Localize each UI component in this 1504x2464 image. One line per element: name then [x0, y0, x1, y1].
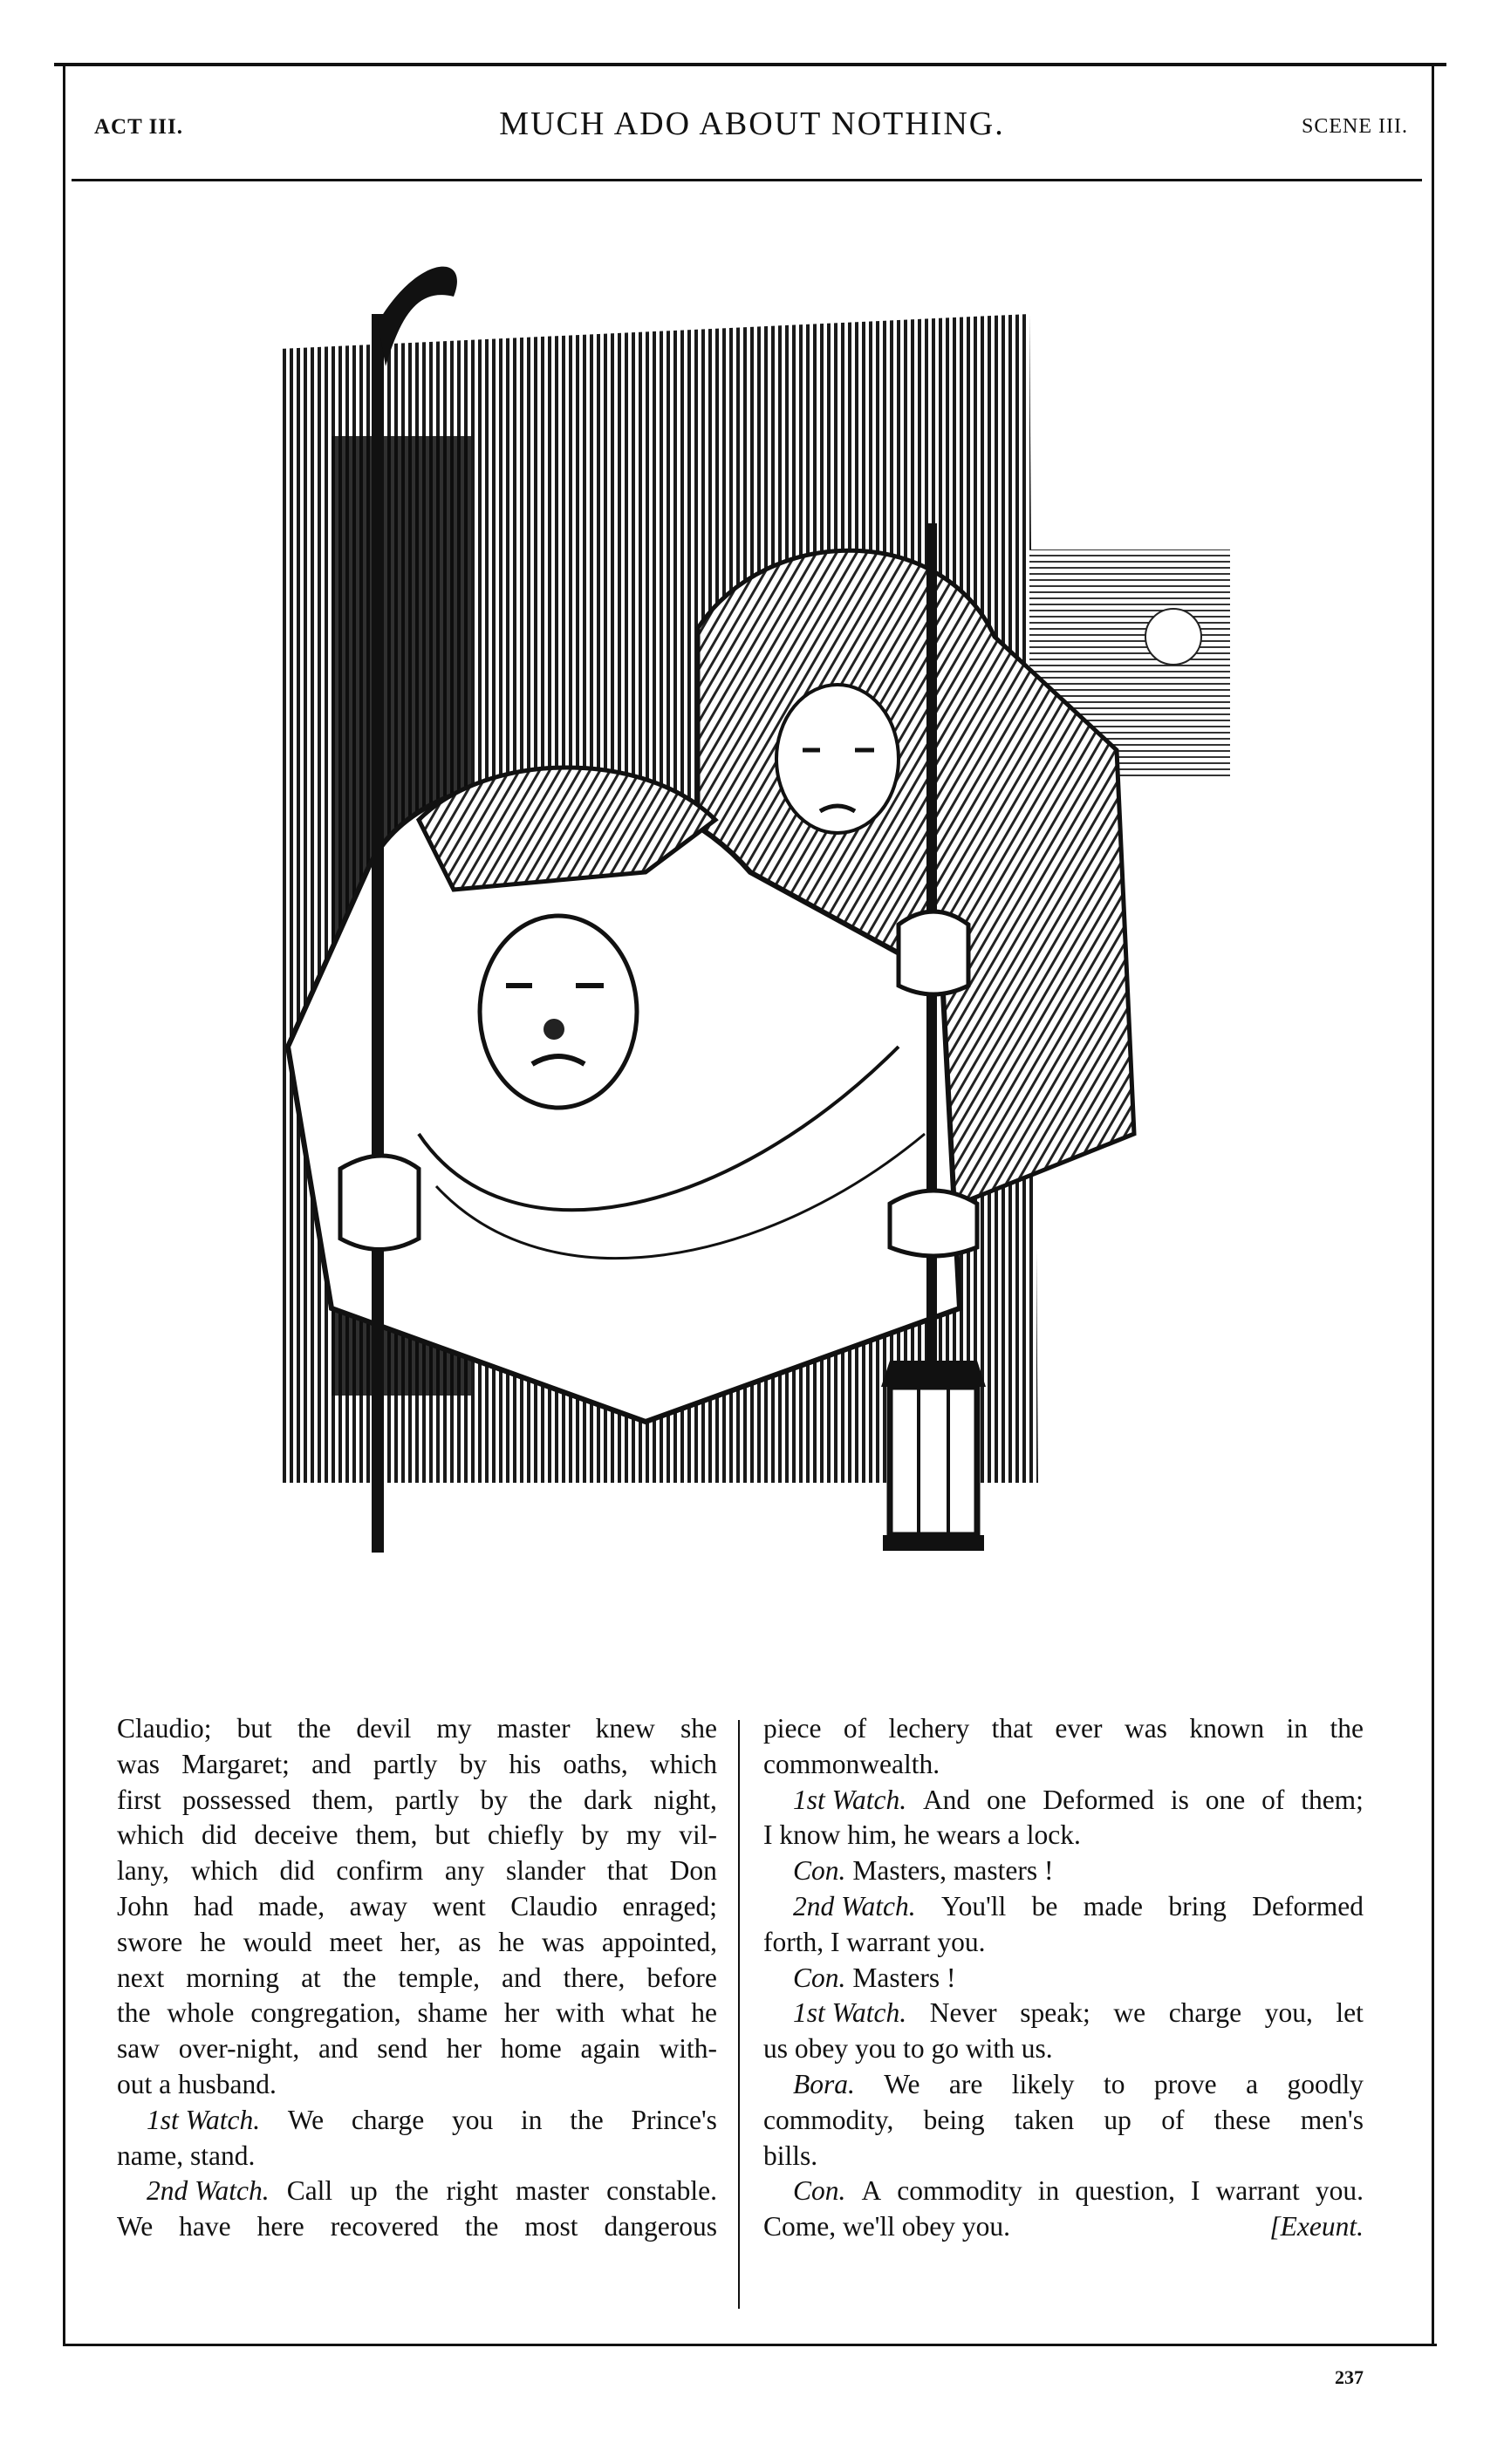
word: by: [459, 1748, 488, 1779]
word: of: [843, 1713, 867, 1744]
word: temple,: [398, 1962, 480, 1993]
word: We: [117, 2211, 154, 2242]
word: did: [279, 1855, 315, 1887]
page-number: 237: [1335, 2366, 1364, 2388]
speaker-name: 1st Watch.: [147, 2104, 261, 2135]
word: Don: [669, 1855, 717, 1887]
word: his: [509, 1748, 542, 1779]
word: the: [1330, 1713, 1364, 1744]
word: my: [436, 1713, 472, 1744]
text-line: [117, 1961, 717, 1996]
word: my: [626, 1819, 662, 1851]
word: first: [117, 1784, 161, 1815]
word: enraged;: [622, 1890, 717, 1921]
line-text: us obey you to go with us.: [763, 2033, 1053, 2065]
word: lany,: [117, 1855, 170, 1887]
text-line: [763, 2174, 1364, 2209]
text-line: [117, 2209, 717, 2245]
word: goodly: [1287, 2068, 1364, 2099]
word: taken: [1014, 2104, 1075, 2135]
word: swore: [117, 1926, 183, 1957]
word: what: [621, 1997, 675, 2029]
word: congregation,: [250, 1997, 401, 2029]
word: partly: [373, 1748, 438, 1779]
word: master: [496, 1713, 571, 1744]
word: piece: [763, 1713, 822, 1744]
word: went: [432, 1890, 486, 1921]
stage-direction: [Exeunt.: [1269, 2211, 1364, 2242]
line-text: Masters !: [852, 1962, 956, 1993]
word: as: [458, 1926, 482, 1957]
speaker-name: 2nd Watch.: [147, 2175, 270, 2207]
word: the: [117, 1997, 151, 2029]
word: that: [991, 1713, 1033, 1744]
line-text: I know him, he wears a lock.: [763, 1819, 1081, 1851]
word: he: [691, 1997, 717, 2029]
word: dangerous: [604, 2211, 717, 2242]
word: let: [1336, 1997, 1364, 2029]
word: he: [498, 1926, 525, 1957]
word: with-: [659, 2033, 717, 2065]
word: shame: [417, 1997, 489, 2029]
word: one: [1205, 1784, 1246, 1815]
word: recovered: [330, 2211, 439, 2242]
speaker-name: Con.: [793, 1962, 846, 1993]
line-text: out a husband.: [117, 2068, 277, 2099]
text-line: [117, 1925, 717, 1961]
speaker-name: 1st Watch.: [793, 1784, 907, 1815]
speaker-name: 1st Watch.: [793, 1997, 907, 2029]
word: she: [680, 1713, 717, 1744]
word: the: [570, 2104, 604, 2135]
word: a: [1246, 2068, 1259, 2099]
speaker-name: 2nd Watch.: [793, 1890, 916, 1921]
word: would: [243, 1926, 312, 1957]
running-head-title: MUCH ADO ABOUT NOTHING.: [499, 106, 1005, 142]
word: and: [318, 2033, 359, 2065]
word: there,: [563, 1962, 626, 1993]
word: over-night,: [178, 2033, 300, 2065]
word: which: [190, 1855, 258, 1887]
word: Call: [286, 2175, 333, 2207]
word: appointed,: [601, 1926, 717, 1957]
word: Deformed: [1043, 1784, 1155, 1815]
word: night,: [653, 1784, 717, 1815]
word: by: [581, 1819, 609, 1851]
word: one: [987, 1784, 1027, 1815]
text-column-left: [117, 1711, 717, 2245]
word: we: [1113, 1997, 1146, 2029]
word: confirm: [336, 1855, 424, 1887]
word: commodity,: [763, 2104, 894, 2135]
word: constable.: [606, 2175, 717, 2207]
word: any: [444, 1855, 485, 1887]
word: whole: [167, 1997, 235, 2029]
word: master: [516, 2175, 590, 2207]
word: her: [446, 2033, 482, 2065]
word: which: [117, 1819, 184, 1851]
text-line: [117, 1996, 717, 2031]
word: that: [606, 1855, 648, 1887]
word: likely: [1011, 2068, 1075, 2099]
word: I: [1191, 2175, 1200, 2207]
text-line: [117, 2103, 717, 2139]
word: We: [287, 2104, 325, 2135]
word: charge: [1168, 1997, 1242, 2029]
running-head-act: ACT III.: [94, 115, 184, 139]
word: being: [923, 2104, 985, 2135]
word: these: [1213, 2104, 1271, 2135]
text-line: [763, 1925, 1364, 1961]
word: A: [861, 2175, 882, 2207]
text-line: [763, 2209, 1364, 2245]
word: at: [301, 1962, 321, 1993]
word: send: [377, 2033, 427, 2065]
word: before: [646, 1962, 717, 1993]
text-line: [763, 1747, 1364, 1783]
word: speak;: [1020, 1997, 1090, 2029]
word: them,: [355, 1819, 418, 1851]
word: is: [1170, 1784, 1189, 1815]
word: but: [236, 1713, 272, 1744]
word: partly: [394, 1784, 460, 1815]
word: question,: [1075, 2175, 1175, 2207]
word: her,: [400, 1926, 441, 1957]
word: here: [256, 2211, 304, 2242]
text-line: [117, 1889, 717, 1925]
text-line: [763, 2139, 1364, 2174]
word: charge: [351, 2104, 425, 2135]
word: dark: [584, 1784, 633, 1815]
word: possessed: [182, 1784, 291, 1815]
text-line: [117, 2067, 717, 2103]
word: did: [202, 1819, 237, 1851]
word: deceive: [254, 1819, 338, 1851]
speaker-name: Bora.: [793, 2068, 855, 2099]
line-text: Come, we'll obey you.: [763, 2211, 1011, 2242]
word: men's: [1300, 2104, 1364, 2135]
line-text: Masters, masters !: [852, 1855, 1054, 1887]
word: her: [503, 1997, 540, 2029]
word: Deformed: [1252, 1890, 1364, 1921]
text-line: [763, 1853, 1364, 1889]
text-line: [117, 1853, 717, 1889]
word: up: [1104, 2104, 1131, 2135]
top-rule: [54, 63, 1446, 66]
word: in: [520, 2104, 543, 2135]
word: ever: [1055, 1713, 1103, 1744]
word: prove: [1153, 2068, 1217, 2099]
word: of: [1261, 1784, 1285, 1815]
word: are: [948, 2068, 983, 2099]
word: you.: [1315, 2175, 1364, 2207]
line-text: forth, I warrant you.: [763, 1926, 986, 1957]
word: Never: [929, 1997, 997, 2029]
column-divider: [738, 1720, 740, 2309]
word: again: [580, 2033, 640, 2065]
word: warrant: [1215, 2175, 1300, 2207]
word: home: [500, 2033, 562, 2065]
word: John: [117, 1890, 169, 1921]
text-line: [763, 1783, 1364, 1819]
word: Margaret;: [181, 1748, 290, 1779]
word: made: [1083, 1890, 1143, 1921]
word: them;: [1301, 1784, 1364, 1815]
header-rule: [72, 179, 1422, 181]
speaker-name: Con.: [793, 2175, 846, 2207]
text-line: [763, 1961, 1364, 1996]
word: vil-: [679, 1819, 717, 1851]
text-line: [117, 1818, 717, 1853]
word: Claudio;: [117, 1713, 212, 1744]
text-line: [763, 2031, 1364, 2067]
word: by: [480, 1784, 508, 1815]
hand: [340, 1156, 419, 1250]
word: most: [524, 2211, 578, 2242]
text-line: [763, 1711, 1364, 1747]
word: oaths,: [563, 1748, 628, 1779]
speaker-name: Con.: [793, 1855, 846, 1887]
word: the: [394, 2175, 429, 2207]
word: of: [1161, 2104, 1185, 2135]
word: up: [350, 2175, 378, 2207]
text-line: [117, 1711, 717, 1747]
word: saw: [117, 2033, 160, 2065]
word: the: [529, 1784, 563, 1815]
word: right: [446, 2175, 498, 2207]
word: slander: [506, 1855, 585, 1887]
text-line: [763, 2067, 1364, 2103]
line-text: commonwealth.: [763, 1748, 940, 1779]
text-line: [117, 1783, 717, 1819]
word: devil: [356, 1713, 412, 1744]
text-line: [763, 1889, 1364, 1925]
word: bring: [1168, 1890, 1227, 1921]
word: morning: [186, 1962, 280, 1993]
line-text: bills.: [763, 2140, 818, 2171]
text-line: [117, 2139, 717, 2174]
word: the: [297, 1713, 332, 1744]
word: in: [1286, 1713, 1309, 1744]
word: and: [502, 1962, 542, 1993]
left-border: [63, 63, 65, 2344]
word: have: [179, 2211, 231, 2242]
word: knew: [595, 1713, 655, 1744]
word: away: [349, 1890, 408, 1921]
text-line: [763, 1818, 1364, 1853]
bottom-rule: [63, 2344, 1437, 2346]
word: You'll: [940, 1890, 1007, 1921]
word: was: [542, 1926, 585, 1957]
right-border: [1432, 63, 1434, 2344]
word: them,: [311, 1784, 374, 1815]
word: to: [1103, 2068, 1125, 2099]
word: had: [194, 1890, 234, 1921]
word: and: [311, 1748, 352, 1779]
word: but: [434, 1819, 470, 1851]
word: made,: [258, 1890, 325, 1921]
word: you,: [1264, 1997, 1313, 2029]
text-line: [117, 2031, 717, 2067]
word: We: [884, 2068, 920, 2099]
engraving-illustration: [157, 262, 1291, 1622]
running-head-scene: SCENE III.: [1302, 115, 1408, 138]
text-line: [763, 1996, 1364, 2031]
text-line: [117, 2174, 717, 2209]
word: in: [1037, 2175, 1060, 2207]
word: which: [649, 1748, 717, 1779]
word: next: [117, 1962, 165, 1993]
word: commodity: [897, 2175, 1022, 2207]
word: Prince's: [631, 2104, 717, 2135]
word: the: [464, 2211, 499, 2242]
text-line: [117, 1747, 717, 1783]
line-text: name, stand.: [117, 2140, 256, 2171]
moon-icon: [1145, 609, 1201, 665]
word: chiefly: [487, 1819, 564, 1851]
word: And: [922, 1784, 971, 1815]
word: he: [200, 1926, 226, 1957]
word: meet: [329, 1926, 383, 1957]
word: was: [1124, 1713, 1167, 1744]
word: be: [1031, 1890, 1058, 1921]
word: lechery: [888, 1713, 970, 1744]
word: was: [117, 1748, 160, 1779]
text-line: [763, 2103, 1364, 2139]
word: with: [556, 1997, 605, 2029]
word: Claudio: [510, 1890, 598, 1921]
text-column-right: [763, 1711, 1364, 2245]
word: you: [451, 2104, 494, 2135]
word: known: [1189, 1713, 1265, 1744]
word: the: [342, 1962, 377, 1993]
